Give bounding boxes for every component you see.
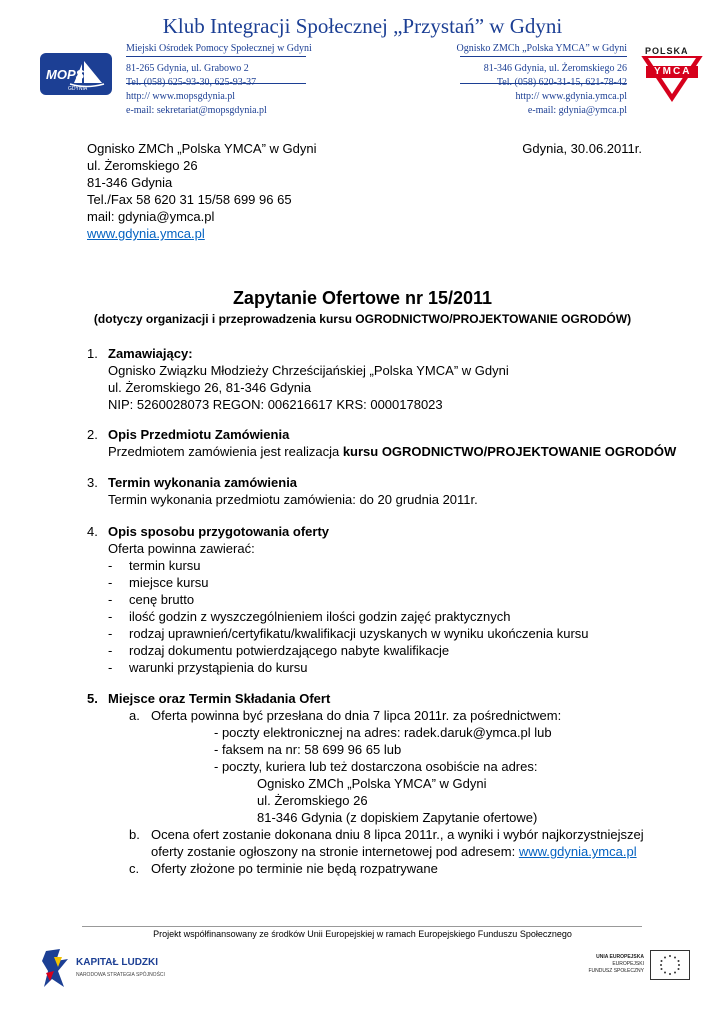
header-right-web[interactable]: http:// www.gdynia.ymca.pl — [515, 91, 627, 102]
list-item: - warunki przystąpienia do kursu — [108, 660, 308, 675]
ymca-logo-bottom: YMCA — [654, 66, 692, 77]
kapital-ludzki-title: KAPITAŁ LUDZKI — [76, 957, 159, 968]
header-left-org: Miejski Ośrodek Pomocy Społecznej w Gdyni — [126, 43, 312, 54]
item-b-label: b. — [129, 827, 140, 842]
section-5-number: 5. — [87, 691, 98, 706]
section-5-heading: Miejsce oraz Termin Składania Ofert — [108, 691, 331, 706]
header-rule-left-2 — [126, 83, 306, 84]
mops-logo-sub: GDYNIA — [68, 86, 88, 92]
header-left-address: 81-265 Gdynia, ul. Grabowo 2 — [126, 63, 249, 74]
list-item: - rodzaj uprawnień/certyfikatu/kwalifikacji uzyskanych w wyniku ukończenia kursu — [108, 626, 589, 641]
header-right-address: 81-346 Gdynia, ul. Żeromskiego 26 — [483, 63, 627, 74]
ymca-logo-top: POLSKA — [645, 46, 689, 56]
section-1-number: 1. — [87, 346, 98, 361]
header-rule-left-1 — [126, 56, 306, 57]
item-b-website-link[interactable]: www.gdynia.ymca.pl — [518, 844, 637, 859]
header-left-contact — [126, 42, 312, 118]
item-a-email: - poczty elektronicznej na adres: radek.daruk@ymca.pl lub — [214, 725, 552, 740]
footer-rule — [82, 926, 642, 927]
mops-logo — [40, 53, 112, 95]
section-2 — [87, 426, 676, 460]
section-4-intro: Oferta powinna zawierać: — [108, 541, 255, 556]
section-2-heading: Opis Przedmiotu Zamówienia — [108, 427, 290, 442]
section-1-line-2: ul. Żeromskiego 26, 81-346 Gdynia — [108, 380, 312, 395]
section-4-number: 4. — [87, 524, 98, 539]
list-item: - termin kursu — [108, 558, 201, 573]
sender-line-3: 81-346 Gdynia — [87, 175, 173, 190]
sender-line-2: ul. Żeromskiego 26 — [87, 158, 198, 173]
section-4-heading: Opis sposobu przygotowania oferty — [108, 524, 330, 539]
footer-note: Projekt współfinansowany ze środków Unii Europejskiej w ramach Europejskiego Funduszu Społecznego — [153, 929, 572, 939]
item-a-fax: - faksem na nr: 58 699 96 65 lub — [214, 742, 402, 757]
eu-flag-icon — [650, 950, 690, 980]
eu-text-1: UNIA EUROPEJSKA — [596, 954, 644, 960]
sender-website-link[interactable]: www.gdynia.ymca.pl — [87, 226, 205, 241]
section-2-course: kursu OGRODNICTWO/PROJEKTOWANIE OGRODÓW — [342, 444, 677, 459]
section-1-line-1: Ognisko Związku Młodzieży Chrześcijańskiej „Polska YMCA” w Gdyni — [108, 363, 509, 378]
list-item: - rodzaj dokumentu potwierdzającego nabyte kwalifikacje — [108, 643, 450, 658]
item-c-label: c. — [129, 861, 140, 876]
section-3 — [87, 474, 478, 508]
section-1-heading: Zamawiający: — [108, 346, 193, 361]
section-4 — [87, 523, 589, 676]
list-item: - cenę brutto — [108, 592, 195, 607]
item-c-text: Oferty złożone po terminie nie będą rozpatrywane — [151, 861, 438, 876]
item-a-post: - poczty, kuriera lub też dostarczona osobiście na adres: — [214, 759, 538, 774]
item-b-text-2: oferty zostanie ogłoszony na stronie internetowej pod adresem: — [151, 844, 519, 859]
section-1 — [87, 345, 509, 413]
item-a-text: Oferta powinna być przesłana do dnia 7 lipca 2011r. za pośrednictwem: — [151, 708, 562, 723]
list-item: - miejsce kursu — [108, 575, 209, 590]
eu-text-3: FUNDUSZ SPOŁECZNY — [588, 968, 644, 974]
item-b-text-1: Ocena ofert zostanie dokonana dniu 8 lipca 2011r., a wyniki i wybór najkorzystniejszej — [151, 827, 644, 842]
document-title: Zapytanie Ofertowe nr 15/2011 — [232, 288, 493, 308]
section-3-heading: Termin wykonania zamówienia — [108, 475, 298, 490]
section-3-number: 3. — [87, 475, 98, 490]
sender-address — [87, 140, 317, 242]
header-rule-right-2 — [460, 83, 627, 84]
section-1-line-3: NIP: 5260028073 REGON: 006216617 KRS: 0000178023 — [108, 397, 443, 412]
eu-logo — [582, 950, 692, 984]
offer-contents-list — [87, 557, 589, 676]
mops-logo-text: MOPS — [46, 67, 85, 82]
ymca-logo — [638, 46, 706, 104]
item-a-address-2: ul. Żeromskiego 26 — [257, 793, 368, 808]
section-3-line-1: Termin wykonania przedmiotu zamówienia: do 20 grudnia 2011r. — [108, 492, 478, 507]
header-rule-right-1 — [460, 56, 627, 57]
list-item: - ilość godzin z wyszczególnieniem ilości godzin zajęć praktycznych — [108, 609, 511, 624]
item-a-label: a. — [129, 708, 140, 723]
eu-text-2: EUROPEJSKI — [612, 961, 644, 967]
sender-line-4: Tel./Fax 58 620 31 15/58 699 96 65 — [87, 192, 292, 207]
header-right-contact — [457, 42, 627, 118]
letter-date: Gdynia, 30.06.2011r. — [522, 141, 642, 156]
item-a-address-3: 81-346 Gdynia (z dopiskiem Zapytanie ofertowe) — [257, 810, 538, 825]
header-right-org: Ognisko ZMCh „Polska YMCA” w Gdyni — [456, 43, 627, 54]
header-right-email[interactable]: e-mail: gdynia@ymca.pl — [527, 105, 627, 116]
header-left-email[interactable]: e-mail: sekretariat@mopsgdynia.pl — [126, 105, 267, 116]
document-subtitle: (dotyczy organizacji i przeprowadzenia kursu OGRODNICTWO/PROJEKTOWANIE OGRODÓW) — [93, 312, 632, 326]
header-title: Klub Integracji Społecznej „Przystań” w Gdyni — [162, 14, 563, 38]
kapital-ludzki-logo — [40, 947, 190, 991]
header-left-web[interactable]: http:// www.mopsgdynia.pl — [126, 91, 236, 102]
kapital-ludzki-sub: NARODOWA STRATEGIA SPÓJNOŚCI — [76, 972, 165, 978]
sender-line-5: mail: gdynia@ymca.pl — [87, 209, 215, 224]
sender-line-1: Ognisko ZMCh „Polska YMCA” w Gdyni — [87, 141, 317, 156]
section-5 — [87, 690, 647, 877]
section-2-text: Przedmiotem zamówienia jest realizacja — [108, 444, 343, 459]
section-2-number: 2. — [87, 427, 98, 442]
item-a-address-1: Ognisko ZMCh „Polska YMCA” w Gdyni — [257, 776, 487, 791]
